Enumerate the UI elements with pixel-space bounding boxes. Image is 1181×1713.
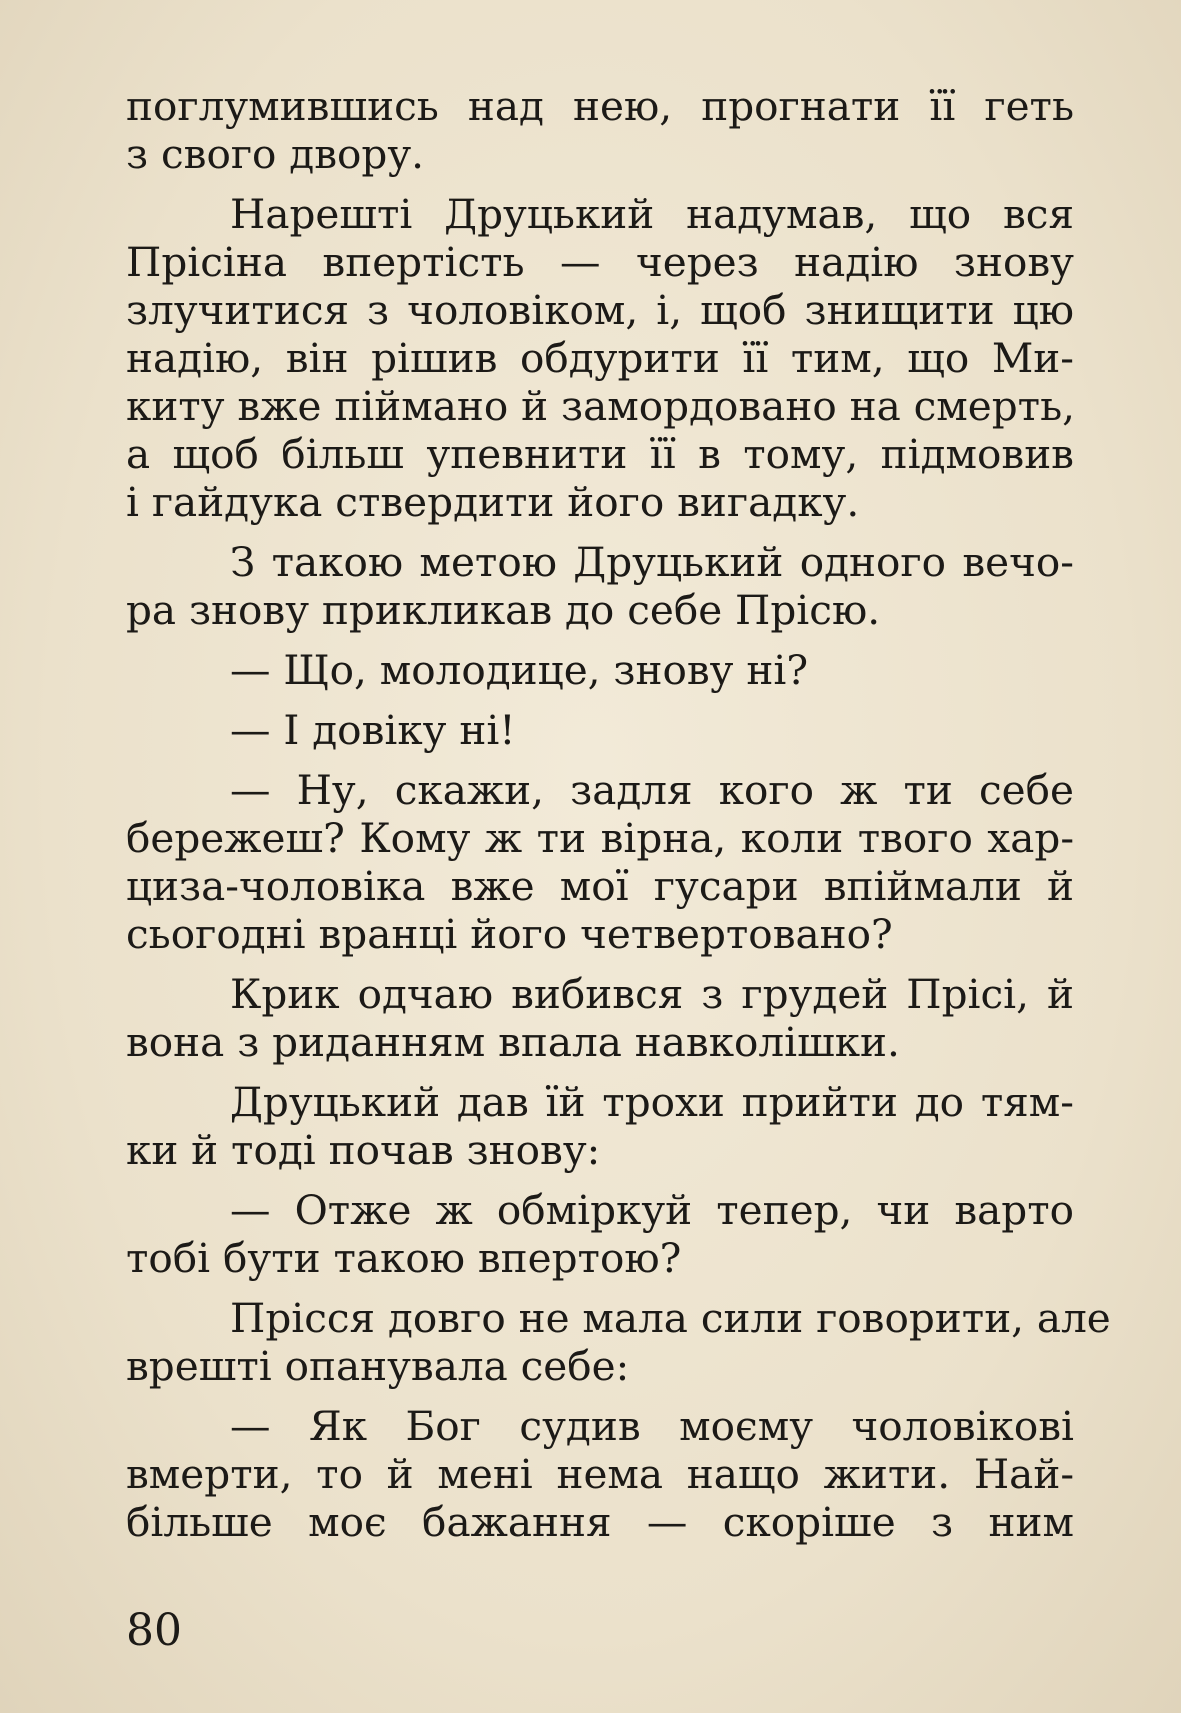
text-line: надію, він рішив обдурити її тим, що Ми-	[126, 334, 1074, 382]
paragraph-9	[126, 1186, 1074, 1282]
text-line: бережеш? Кому ж ти вірна, коли твого хар-	[126, 814, 1074, 862]
paragraph-3	[126, 538, 1074, 634]
text-line: врешті опанувала себе:	[126, 1342, 630, 1390]
text-line: поглумившись над нею, прогнати її геть	[126, 82, 1074, 130]
text-line: і гайдука ствердити його вигадку.	[126, 478, 860, 526]
text-line: — Отже ж обміркуй тепер, чи варто	[230, 1186, 1074, 1234]
text-line: вона з риданням впала навколішки.	[126, 1018, 900, 1066]
text-line: ки й тоді почав знову:	[126, 1126, 601, 1174]
body-text	[126, 82, 1111, 1546]
text-line: — І довіку ні!	[230, 706, 516, 754]
text-line: ра знову прикликав до себе Прісю.	[126, 586, 881, 634]
text-line: киту вже піймано й замордовано на смерть,	[126, 382, 1076, 430]
text-line: З такою метою Друцький одного вечо-	[230, 538, 1074, 586]
text-line: а щоб більш упевнити її в тому, підмовив	[126, 430, 1074, 478]
text-line: — Ну, скажи, задля кого ж ти себе	[230, 766, 1074, 814]
paragraph-11	[126, 1402, 1074, 1546]
text-line: вмерти, то й мені нема нащо жити. Най-	[126, 1450, 1074, 1498]
text-line: злучитися з чоловіком, і, щоб знищити цю	[126, 286, 1074, 334]
text-line: — Як Бог судив моєму чоловікові	[230, 1402, 1074, 1450]
paragraph-7	[126, 970, 1074, 1066]
text-line: Крик одчаю вибився з грудей Прісі, й	[230, 970, 1074, 1018]
text-line: сьогодні вранці його четвертовано?	[126, 910, 893, 958]
paragraph-10	[126, 1294, 1111, 1390]
paragraph-8	[126, 1078, 1074, 1174]
text-line: тобі бути такою впертою?	[126, 1234, 682, 1282]
paragraph-5	[126, 706, 1074, 754]
text-line: з свого двору.	[126, 130, 425, 178]
page-number: 80	[126, 1605, 182, 1656]
text-line: — Що, молодице, знову ні?	[230, 646, 809, 694]
paragraph-1	[126, 82, 1074, 178]
text-line: циза-чоловіка вже мої гусари впіймали й	[126, 862, 1074, 910]
paragraph-2	[126, 190, 1074, 526]
text-line: Друцький дав їй трохи прийти до тям-	[230, 1078, 1074, 1126]
paragraph-6	[126, 766, 1074, 958]
paragraph-4	[126, 646, 1074, 694]
text-line: Прісся довго не мала сили говорити, але	[230, 1294, 1111, 1342]
text-line: Прісіна впертість — через надію знову	[126, 238, 1074, 286]
text-line: більше моє бажання — скоріше з ним	[126, 1498, 1074, 1546]
text-line: Нарешті Друцький надумав, що вся	[230, 190, 1074, 238]
